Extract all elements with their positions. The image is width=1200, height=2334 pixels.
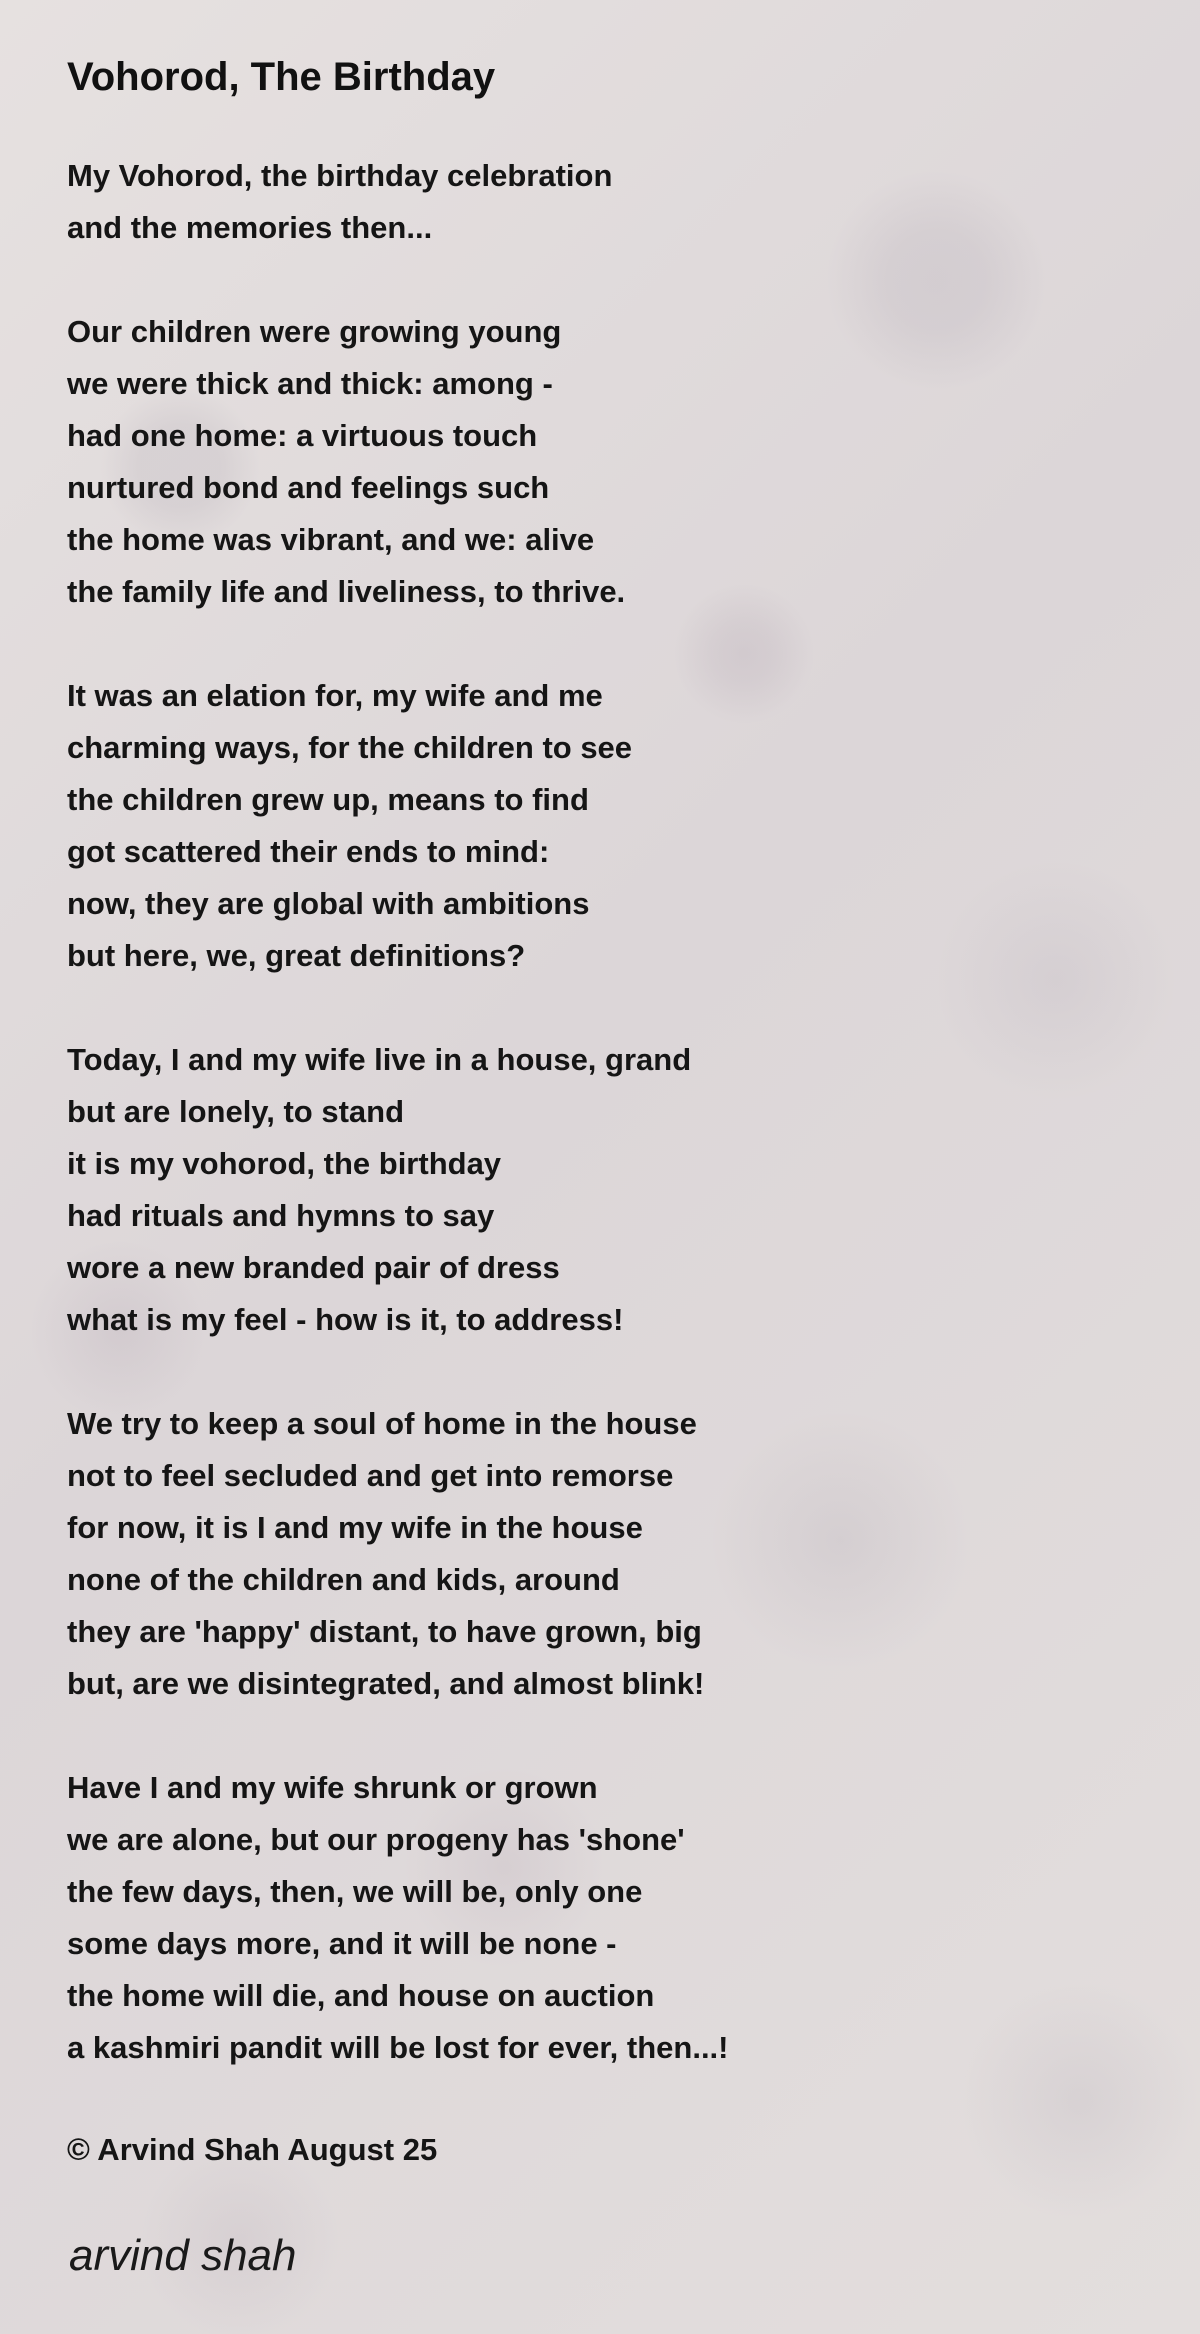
poem-line: We try to keep a soul of home in the house <box>67 1406 697 1441</box>
poem-line: nurtured bond and feelings such <box>67 470 550 505</box>
poem-line: Have I and my wife shrunk or grown <box>67 1770 598 1805</box>
poem-line: none of the children and kids, around <box>67 1562 620 1597</box>
poem-line: but are lonely, to stand <box>67 1094 405 1129</box>
poem-line: Our children were growing young <box>67 314 562 349</box>
poem-line: but, are we disintegrated, and almost blink! <box>67 1666 705 1701</box>
poem-line: charming ways, for the children to see <box>67 730 633 765</box>
poem-line: My Vohorod, the birthday celebration <box>67 158 613 193</box>
poem-line: some days more, and it will be none - <box>67 1926 617 1961</box>
poem-line: for now, it is I and my wife in the house <box>67 1510 643 1545</box>
poem-line: not to feel secluded and get into remorse <box>67 1458 674 1493</box>
copyright-line: © Arvind Shah August 25 <box>67 2132 438 2167</box>
poem-line: the home will die, and house on auction <box>67 1978 655 2013</box>
poem-line: the family life and liveliness, to thrive. <box>67 574 626 609</box>
stanza <box>67 1762 1067 2074</box>
poem-line: it is my vohorod, the birthday <box>67 1146 502 1181</box>
stanza-gap <box>67 982 1067 1034</box>
poem-line: the home was vibrant, and we: alive <box>67 522 595 557</box>
poem-line: had rituals and hymns to say <box>67 1198 495 1233</box>
author-signature: arvind shah <box>69 2231 297 2280</box>
poem-line: wore a new branded pair of dress <box>67 1250 560 1285</box>
poem-body <box>67 150 1067 2074</box>
poem-line: now, they are global with ambitions <box>67 886 590 921</box>
poem-line: had one home: a virtuous touch <box>67 418 538 453</box>
stanza <box>67 670 1067 982</box>
poem-line: but here, we, great definitions? <box>67 938 526 973</box>
poem-line: got scattered their ends to mind: <box>67 834 550 869</box>
poem-line: a kashmiri pandit will be lost for ever, then...! <box>67 2030 729 2065</box>
poem-line: we were thick and thick: among - <box>67 366 553 401</box>
stanza-gap <box>67 254 1067 306</box>
stanza <box>67 1034 1067 1346</box>
stanza-gap <box>67 1346 1067 1398</box>
poem-line: and the memories then... <box>67 210 433 245</box>
poem-line: It was an elation for, my wife and me <box>67 678 603 713</box>
poem-line: the children grew up, means to find <box>67 782 589 817</box>
poem-title: Vohorod, The Birthday <box>67 55 496 99</box>
stanza <box>67 306 1067 618</box>
poem-line: they are 'happy' distant, to have grown, big <box>67 1614 702 1649</box>
poem-line: the few days, then, we will be, only one <box>67 1874 643 1909</box>
poem-line: Today, I and my wife live in a house, grand <box>67 1042 692 1077</box>
stanza-gap <box>67 618 1067 670</box>
poem-line: what is my feel - how is it, to address! <box>67 1302 624 1337</box>
poem-line: we are alone, but our progeny has 'shone' <box>67 1822 685 1857</box>
stanza <box>67 150 1067 254</box>
stanza <box>67 1398 1067 1710</box>
stanza-gap <box>67 1710 1067 1762</box>
